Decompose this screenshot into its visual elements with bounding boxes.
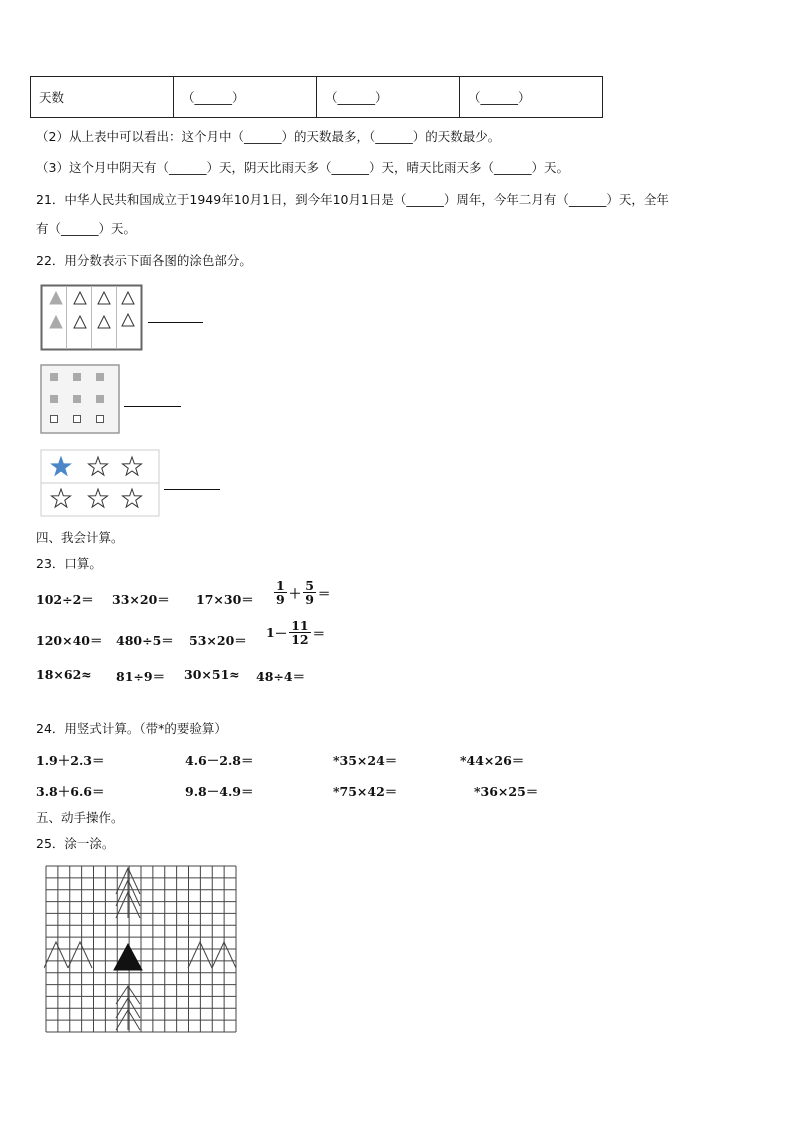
q21-line1: 21．中华人民共和国成立于1949年10月1日，到今年10月1日是（______）周年，今年二月有（______）天，全年 (36, 192, 669, 207)
star-figure (40, 449, 162, 517)
vertical-calc-item: *36×25＝ (474, 784, 539, 799)
q25-title: 25．涂一涂。 (36, 836, 115, 851)
vertical-calc-item: 3.8＋6.6＝ (36, 784, 105, 799)
square-icon (51, 416, 58, 423)
q21-line2: 有（______）天。 (36, 221, 137, 236)
section4-title: 四、我会计算。 (36, 530, 124, 545)
table-row (31, 77, 603, 118)
table-cell-blank[interactable]: （______） (174, 77, 317, 118)
square-icon (97, 416, 104, 423)
vertical-calc-item: *35×24＝ (333, 753, 398, 768)
square-figure (40, 364, 120, 434)
calc-item: 30×51≈ (184, 667, 240, 682)
vertical-calc-item: 9.8－4.9＝ (185, 784, 254, 799)
calc-item: 53×20＝ (189, 633, 247, 648)
section5-title: 五、动手操作。 (36, 810, 124, 825)
fraction-addition (272, 579, 330, 606)
vertical-calc-item: 4.6－2.8＝ (185, 753, 254, 768)
calc-item: 120×40＝ (36, 633, 103, 648)
weather-table (30, 76, 603, 118)
black-triangle (114, 944, 142, 970)
square-shaded (73, 373, 81, 381)
calc-item: 18×62≈ (36, 667, 92, 682)
calc-item: 33×20＝ (112, 592, 170, 607)
q23-title: 23．口算。 (36, 556, 102, 571)
square-shaded (96, 373, 104, 381)
q20-part2: （2）从上表中可以看出：这个月中（______）的天数最多，（______）的天数最少。 (36, 129, 501, 144)
answer-line-squares[interactable] (124, 406, 181, 407)
triangle-figure (40, 284, 144, 352)
q22-title: 22．用分数表示下面各图的涂色部分。 (36, 253, 252, 268)
square-shaded (73, 395, 81, 403)
fraction-subtraction (266, 619, 325, 646)
fraction-denominator: 9 (305, 592, 314, 608)
minus-sign: － (274, 625, 288, 641)
whole-number: 1 (266, 625, 275, 641)
calc-item: 17×30＝ (196, 592, 254, 607)
vertical-calc-item: 1.9＋2.3＝ (36, 753, 105, 768)
fraction-numerator: 5 (305, 578, 314, 593)
calc-item: 81÷9＝ (116, 669, 166, 684)
fraction-numerator: 1 (276, 578, 285, 593)
fraction-denominator: 9 (276, 592, 285, 608)
calc-item: 48÷4＝ (256, 669, 306, 684)
fraction-denominator: 12 (291, 632, 309, 648)
vertical-calc-item: *44×26＝ (460, 753, 525, 768)
vertical-calc-item: *75×42＝ (333, 784, 398, 799)
fraction-numerator: 11 (291, 618, 309, 633)
equals-sign: ＝ (317, 585, 331, 601)
calc-item: 102÷2＝ (36, 592, 94, 607)
answer-line-stars[interactable] (164, 489, 220, 490)
square-icon (74, 416, 81, 423)
q24-title: 24．用竖式计算。（带*的要验算） (36, 721, 227, 736)
answer-line-triangles[interactable] (148, 322, 203, 323)
q20-part3: （3）这个月中阴天有（______）天，阴天比雨天多（______）天，晴天比雨天多（______）天。 (36, 160, 569, 175)
square-shaded (50, 395, 58, 403)
table-cell-blank[interactable]: （______） (460, 77, 603, 118)
table-row-label: 天数 (31, 77, 174, 118)
grid-figure (44, 864, 238, 1036)
square-shaded (96, 395, 104, 403)
equals-sign: ＝ (312, 625, 326, 641)
table-cell-blank[interactable]: （______） (317, 77, 460, 118)
plus-sign: ＋ (288, 585, 302, 601)
calc-item: 480÷5＝ (116, 633, 174, 648)
square-shaded (50, 373, 58, 381)
